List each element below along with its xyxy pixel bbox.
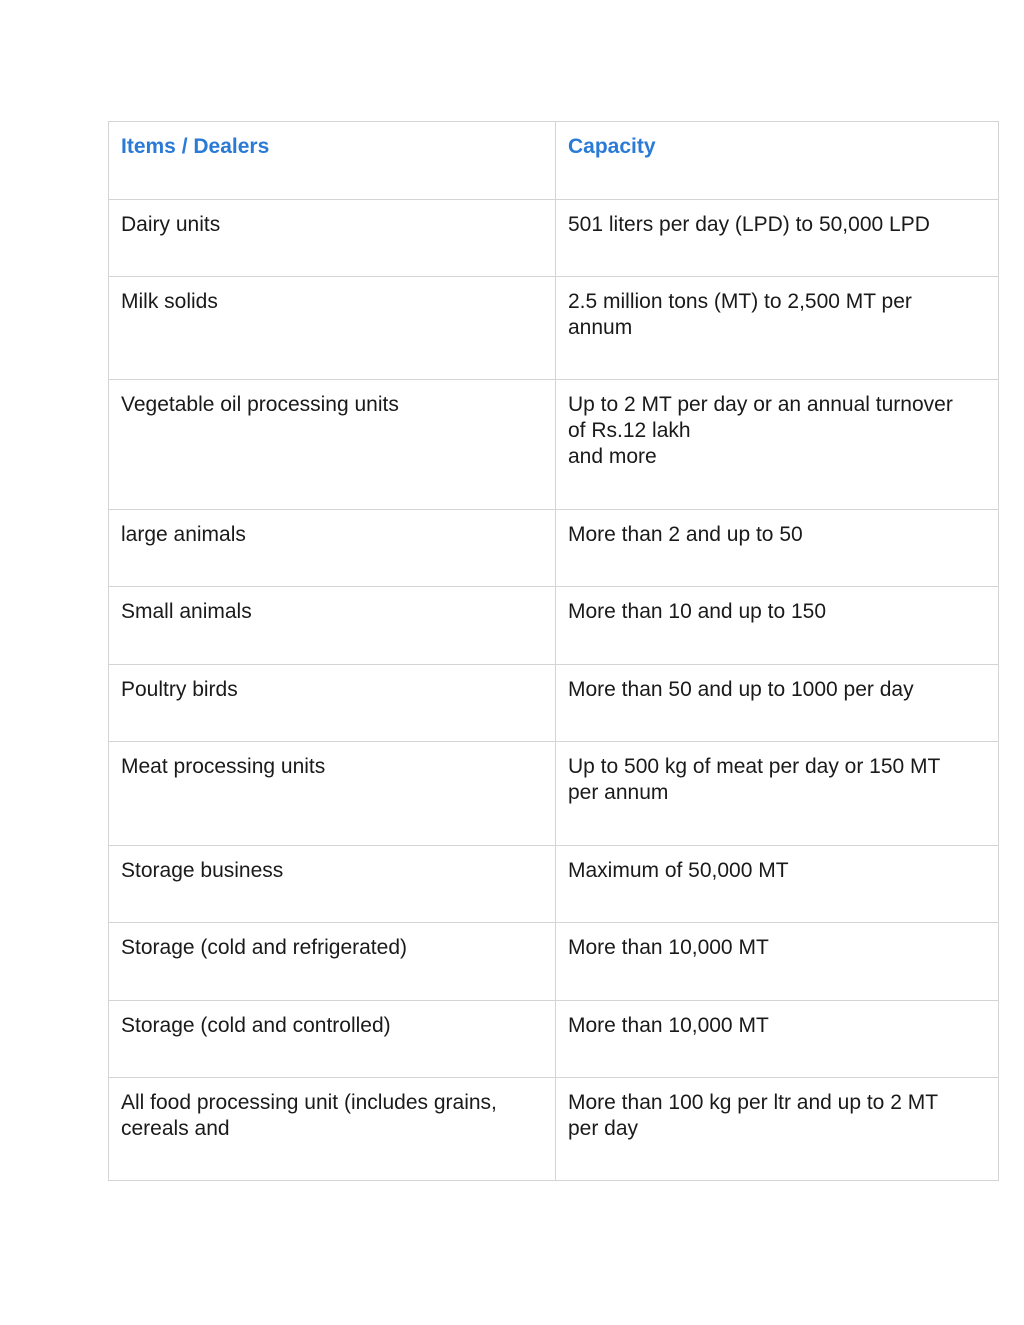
capacity-cell — [556, 923, 999, 1001]
item-cell — [109, 742, 556, 846]
header-items-dealers: Items / Dealers — [109, 122, 556, 200]
capacity-cell — [556, 587, 999, 665]
table-row — [109, 1078, 999, 1181]
table-row — [109, 380, 999, 510]
item-cell — [109, 1078, 556, 1181]
item-cell — [109, 510, 556, 587]
item-text: Storage business — [121, 859, 284, 882]
capacity-text: More than 10,000 MT — [568, 1014, 769, 1037]
capacity-cell — [556, 510, 999, 587]
item-text: Poultry birds — [121, 678, 238, 701]
table-row — [109, 200, 999, 277]
table-row — [109, 510, 999, 587]
capacity-cell — [556, 380, 999, 510]
capacity-text: Up to 2 MT per day or an annual turnover of Rs.12 lakh and more — [568, 393, 953, 468]
item-cell — [109, 1001, 556, 1078]
item-text: Dairy units — [121, 213, 221, 236]
item-text: Milk solids — [121, 290, 218, 313]
capacity-text: More than 100 kg per ltr and up to 2 MT per day — [568, 1091, 939, 1140]
table-row — [109, 846, 999, 923]
table-header-row — [109, 122, 999, 200]
capacity-cell — [556, 742, 999, 846]
table-row — [109, 665, 999, 742]
capacity-cell — [556, 1001, 999, 1078]
capacity-text: 2.5 million tons (MT) to 2,500 MT per annum — [568, 290, 912, 339]
item-cell — [109, 277, 556, 380]
table-row — [109, 277, 999, 380]
item-cell — [109, 923, 556, 1001]
table-row — [109, 587, 999, 665]
item-cell — [109, 587, 556, 665]
item-text: Meat processing units — [121, 755, 326, 778]
table-row — [109, 923, 999, 1001]
capacity-table — [108, 121, 999, 1181]
capacity-cell — [556, 665, 999, 742]
capacity-cell — [556, 1078, 999, 1181]
item-text: Storage (cold and controlled) — [121, 1014, 391, 1037]
item-cell — [109, 846, 556, 923]
capacity-text: More than 10 and up to 150 — [568, 600, 827, 623]
table-row — [109, 742, 999, 846]
capacity-text: More than 50 and up to 1000 per day — [568, 678, 914, 701]
capacity-text: Maximum of 50,000 MT — [568, 859, 789, 882]
capacity-cell — [556, 200, 999, 277]
item-text: Storage (cold and refrigerated) — [121, 936, 407, 959]
item-text: All food processing unit (includes grains, cereals and — [121, 1091, 497, 1140]
capacity-text: 501 liters per day (LPD) to 50,000 LPD — [568, 213, 930, 236]
table-row — [109, 1001, 999, 1078]
item-cell — [109, 200, 556, 277]
item-text: Small animals — [121, 600, 252, 623]
capacity-text: More than 2 and up to 50 — [568, 523, 803, 546]
item-cell — [109, 665, 556, 742]
capacity-cell — [556, 846, 999, 923]
header-capacity: Capacity — [556, 122, 999, 200]
capacity-cell — [556, 277, 999, 380]
item-cell — [109, 380, 556, 510]
item-text: Vegetable oil processing units — [121, 393, 399, 416]
capacity-text: Up to 500 kg of meat per day or 150 MT per annum — [568, 755, 941, 804]
item-text: large animals — [121, 523, 246, 546]
capacity-text: More than 10,000 MT — [568, 936, 769, 959]
